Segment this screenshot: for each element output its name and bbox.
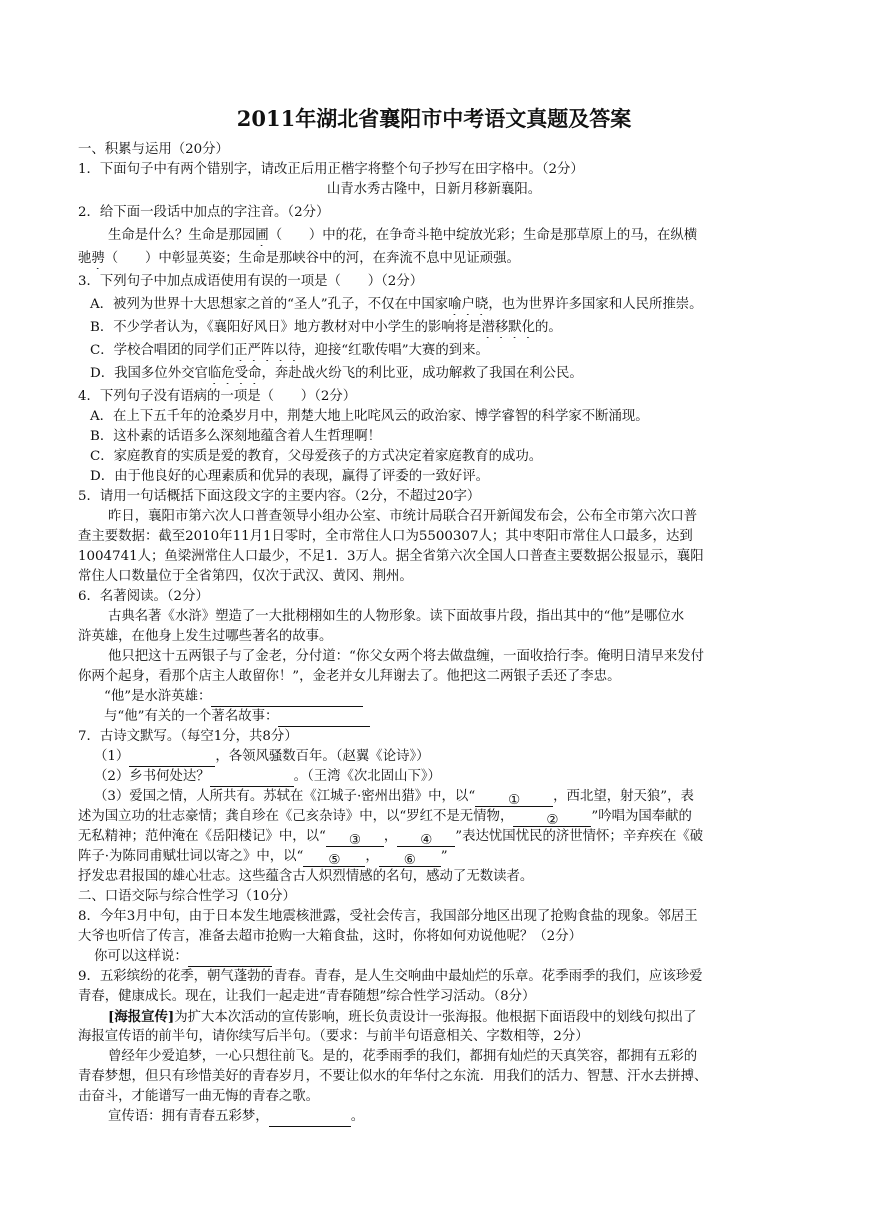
exam-page bbox=[78, 104, 790, 1127]
question-7-item-3-line: 阵子·为陈同甫赋壮词以寄之》中，以“ ⑤ ， ⑥ ” bbox=[78, 849, 448, 867]
question-4-option-d: D．由于他良好的心理素质和优异的表现，赢得了评委的一致好评。 bbox=[90, 469, 490, 484]
question-5-passage-line: 查主要数据：截至2010年11月1日零时，全市常住人口为5500307人；其中枣阳市常住人口最多，达到 bbox=[78, 529, 693, 544]
answer-blank[interactable] bbox=[211, 691, 363, 707]
question-4-stem: 4．下列句子没有语病的一项是（ ）（2分） bbox=[78, 389, 357, 404]
question-3-option-b: B．不少学者认为，《襄阳好风日》地方教材对中小学生的影响将是潜移默化的。 bbox=[90, 320, 562, 335]
question-9-line: 青春，健康成长。现在，让我们一起走进“青春随想”综合性学习活动。（8分） bbox=[78, 989, 536, 1004]
question-1-stem: 1．下面句子中有两个错别字，请改正后用正楷字将整个句子抄写在田字格中。（2分） bbox=[78, 162, 584, 177]
question-7-item-3-line: （3）爱国之情，人所共有。苏轼在《江城子·密州出猎》中，以“ ① ，西北望，射天狼”，表 bbox=[94, 789, 694, 807]
dotted-idiom: 正严阵以待 bbox=[234, 343, 302, 358]
question-5-passage-line: 1004741人；鱼梁洲常住人口最少，不足1．3万人。据全省第六次全国人口普查主要数据公报显示，襄阳 bbox=[78, 549, 704, 564]
question-2-stem: 2．给下面一段话中加点的字注音。（2分） bbox=[78, 205, 330, 220]
section-heading: 一、积累与运用（20分） bbox=[78, 142, 229, 157]
answer-blank[interactable] bbox=[278, 711, 370, 727]
question-9-passage-line: 击奋斗，才能谱写一曲无悔的青春之歌。 bbox=[78, 1089, 320, 1104]
question-7-item-3-line: 无私精神；范仲淹在《岳阳楼记》中，以“ ③ ， ④ ”表达忧国忧民的济世情怀；辛弃疾在《破 bbox=[78, 829, 704, 847]
question-5-passage-line: 常住人口数量位于全省第四，仅次于武汉、黄冈、荆州。 bbox=[78, 569, 413, 584]
question-9-slogan: 宣传语：拥有青春五彩梦， 。 bbox=[78, 1107, 790, 1127]
poster-tag: [海报宣传] bbox=[108, 1009, 175, 1025]
question-6-passage-line: 你两个起身，看那个店主人敢留你！”，金老并女儿拜谢去了。他把这二两银子丢还了李忠。 bbox=[78, 669, 621, 684]
question-4-option-b: B．这朴素的话语多么深刻地蕴含着人生哲理啊！ bbox=[90, 429, 382, 444]
answer-blank-4[interactable]: ④ bbox=[397, 831, 455, 847]
dotted-idiom: 喻户晓 bbox=[448, 297, 489, 312]
question-7-item-3-line: 述为国立功的壮志豪情；龚自珍在《己亥杂诗》中，以“罗红不是无情物， ② ”吟唱为国奉献的 bbox=[78, 809, 692, 827]
question-3-option-a: A．被列为世界十大思想家之首的“圣人”孔子，不仅在中国家喻户晓，也为世界许多国家和人民所推崇。 bbox=[90, 297, 703, 312]
question-9-line: 海报宣传语的前半句，请你续写后半句。（要求：与前半句语意相关、字数相等，2分） bbox=[78, 1029, 589, 1044]
dotted-char: 圃 bbox=[255, 228, 269, 243]
question-6-stem: 6．名著阅读。（2分） bbox=[78, 589, 209, 604]
question-6-answer-hero: “他”是水浒英雄： bbox=[78, 687, 790, 707]
question-5-passage-line: 昨日，襄阳市第六次人口普查领导小组办公室、市统计局联合召开新闻发布会，公布全市第六次口普 bbox=[108, 509, 698, 524]
question-8-line: 8．今年3月中旬，由于日本发生地震核泄露，受社会传言，我国部分地区出现了抢购食盐的现象。邻居王 bbox=[78, 909, 698, 924]
answer-blank-5[interactable]: ⑤ bbox=[303, 851, 365, 867]
question-4-option-c: C．家庭教育的实质是爱的教育，父母爱孩子的方式决定着家庭教育的成功。 bbox=[90, 449, 543, 464]
answer-blank-3[interactable]: ③ bbox=[326, 831, 384, 847]
question-2-line: 驰骋（ ）中彰显英姿；生命是那峡谷中的河，在奔流不息中见证顽强。 bbox=[78, 251, 520, 266]
question-9-line: [海报宣传]为扩大本次活动的宣传影响，班长负责设计一张海报。他根据下面语段中的划线句拟出了 bbox=[108, 1009, 697, 1025]
question-6-answer-story: 与“他”有关的一个著名故事： bbox=[78, 707, 790, 727]
question-9-passage-line: 青春梦想，但只有珍惜美好的青春岁月，不要让似水的年华付之东流．用我们的活力、智慧、汗水去拼搏、 bbox=[78, 1069, 708, 1084]
question-8-line: 大爷也听信了传言，准备去超市抢购一大箱食盐，这时，你将如何劝说他呢？（2分） bbox=[78, 929, 582, 944]
question-9-passage-line: 曾经年少爱追梦，一心只想往前飞。是的，花季雨季的我们，都拥有灿烂的天真笑容，都拥有五彩的 bbox=[108, 1049, 698, 1064]
question-6-passage-line: 古典名著《水浒》塑造了一大批栩栩如生的人物形象。读下面故事片段，指出其中的“他”是哪位水 bbox=[108, 609, 685, 624]
question-4-option-a: A．在上下五千年的沧桑岁月中，荆楚大地上叱咤风云的政治家、博学睿智的科学家不断涌现。 bbox=[90, 409, 649, 424]
question-3-stem: 3．下列句子中加点成语使用有误的一项是（ ）（2分） bbox=[78, 274, 424, 289]
question-7-item-1: （1） ，各领风骚数百年。（赵翼《论诗》） bbox=[78, 747, 790, 767]
dotted-char: 骋 bbox=[91, 251, 105, 266]
question-5-stem: 5．请用一句话概括下面这段文字的主要内容。（2分，不超过20字） bbox=[78, 489, 481, 504]
dotted-idiom: 临危受命 bbox=[207, 366, 262, 381]
question-7-stem: 7．古诗文默写。（每空1分，共8分） bbox=[78, 729, 298, 744]
question-7-item-3-line: 抒发忠君报国的雄心壮志。这些蕴含古人炽烈情感的名句，感动了无数读者。 bbox=[78, 869, 534, 884]
question-9-line: 9．五彩缤纷的花季，朝气蓬勃的青春。青春，是人生交响曲中最灿烂的乐章。花季雨季的我们，应该珍爱 bbox=[78, 969, 703, 984]
question-8-answer: 你可以这样说： bbox=[78, 947, 790, 967]
answer-blank[interactable] bbox=[210, 771, 294, 787]
question-1-sentence: 山青水秀古隆中，日新月移新襄阳。 bbox=[326, 182, 542, 197]
question-3-option-d: D．我国多位外交官临危受命，奔赴战火纷飞的利比亚，成功解救了我国在利公民。 bbox=[90, 366, 583, 381]
answer-blank[interactable] bbox=[269, 1111, 351, 1127]
section-heading: 二、口语交际与综合性学习（10分） bbox=[78, 889, 296, 904]
question-7-item-2: （2）乡书何处达？ 。（王湾《次北固山下》） bbox=[78, 767, 790, 787]
question-2-line: 生命是什么？生命是那园圃（ ）中的花，在争奇斗艳中绽放光彩；生命是那草原上的马，在纵横 bbox=[108, 228, 698, 243]
question-6-passage-line: 浒英雄，在他身上发生过哪些著名的故事。 bbox=[78, 629, 333, 644]
answer-blank-2[interactable]: ② bbox=[513, 811, 591, 827]
answer-blank-1[interactable]: ① bbox=[475, 791, 553, 807]
question-6-passage-line: 他只把这十五两银子与了金老，分付道：“你父女两个将去做盘缠，一面收拾行李。俺明日清早来发付 bbox=[108, 649, 705, 664]
dotted-idiom: 潜移默化 bbox=[481, 320, 536, 335]
answer-blank-6[interactable]: ⑥ bbox=[379, 851, 441, 867]
question-3-option-c: C．学校合唱团的同学们正严阵以待，迎接“红歌传唱”大赛的到来。 bbox=[90, 343, 489, 358]
answer-blank[interactable] bbox=[188, 951, 272, 967]
answer-blank[interactable] bbox=[129, 751, 215, 767]
page-title: 2011年湖北省襄阳市中考语文真题及答案 bbox=[236, 106, 632, 131]
